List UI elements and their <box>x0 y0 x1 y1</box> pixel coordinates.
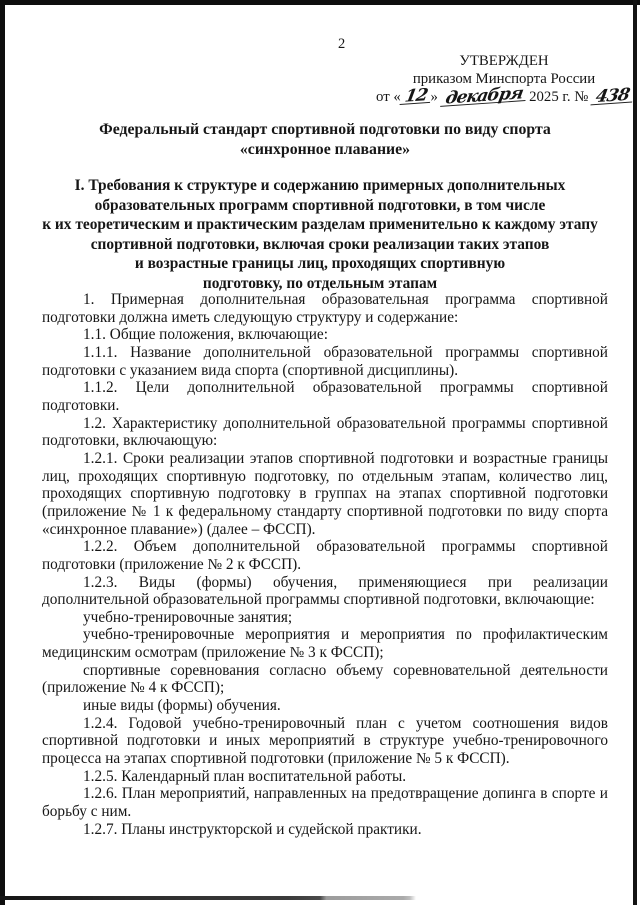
approval-date-line <box>376 83 632 109</box>
body-paragraph: 1.2.5. Календарный план воспитательной работы. <box>83 767 407 785</box>
scan-edge-left <box>0 0 5 905</box>
body-paragraph: 1.2.6. План мероприятий, направленных на предотвращение допинга в спорте и борьбу с ним. <box>42 785 608 821</box>
document-title <box>42 120 608 160</box>
body-paragraph: 1.2.7. Планы инструкторской и судейской практики. <box>83 820 422 838</box>
section-heading <box>20 176 620 294</box>
page-number: 2 <box>338 36 346 52</box>
approval-date-close-quote: » <box>430 89 438 105</box>
section-heading-line: спортивной подготовки, включая сроки реализации таких этапов <box>90 235 550 253</box>
document-title-line: «синхронное плавание» <box>239 141 411 158</box>
section-heading-line: I. Требования к структуре и содержанию примерных дополнительных <box>74 177 566 194</box>
document-body <box>42 291 608 838</box>
approval-year-number-label: 2025 г. № <box>529 89 589 105</box>
body-paragraph: 1.2.1. Сроки реализации этапов спортивной подготовки и возрастные границы лиц, проходящих спортивную подготовку, по отдельным этапам, количество лиц, проходящих спортивную подготовку в группах на этапах спортивной подготовки (приложение № 1 к федеральному стандарту спортивной подготовки по виду спорта «синхронное плавание») (далее – ФССП). <box>42 449 608 538</box>
scan-edge-bottom <box>0 896 640 900</box>
handwritten-month: декабря <box>440 87 528 107</box>
body-paragraph: 1. Примерная дополнительная образовательная программа спортивной подготовки должна иметь следующую структуру и содержание: <box>42 291 608 326</box>
body-paragraph: иные виды (формы) обучения. <box>83 697 281 715</box>
scan-edge-right <box>633 0 637 905</box>
handwritten-doc-number: 438 <box>590 89 634 106</box>
scan-edge-top <box>0 0 640 5</box>
body-paragraph: 1.2.4. Годовой учебно-тренировочный план с учетом соотношения видов спортивной подготовки и иных мероприятий в структуре учебно-тренировочного процесса на этапах спортивной подготовки (приложение № 5 к ФССП). <box>42 714 608 768</box>
section-heading-line: подготовку, по отдельным этапам <box>202 274 438 292</box>
section-heading-line: образовательных программ спортивной подготовки, в том числе <box>94 196 546 214</box>
body-paragraph: 1.1. Общие положения, включающие: <box>83 326 328 344</box>
body-paragraph: 1.2.2. Объем дополнительной образовательной программы спортивной подготовки (приложение № 2 к ФССП). <box>42 538 608 573</box>
body-paragraph: 1.2.3. Виды (формы) обучения, применяющиеся при реализации дополнительной образовательной программы спортивной подготовки, включающие: <box>42 573 608 609</box>
body-paragraph: 1.1.2. Цели дополнительной образовательной программы спортивной подготовки. <box>42 379 608 414</box>
section-heading-line: и возрастные границы лиц, проходящих спортивную <box>134 255 506 273</box>
document-title-line: Федеральный стандарт спортивной подготовки по виду спорта <box>99 121 551 138</box>
body-paragraph: учебно-тренировочные занятия; <box>83 608 293 626</box>
approval-status: УТВЕРЖДЕН <box>459 53 549 69</box>
body-paragraph: 1.1.1. Название дополнительной образовательной программы спортивной подготовки с указанием вида спорта (спортивной дисциплины). <box>42 343 608 379</box>
section-heading-line: к их теоретическим и практическим разделам применительно к каждому этапу <box>42 216 598 234</box>
body-paragraph: спортивные соревнования согласно объему соревновательной деятельности (приложение № 4 к ФССП); <box>42 661 608 697</box>
approval-date-prefix: от « <box>376 89 401 105</box>
body-paragraph: учебно-тренировочные мероприятия и мероприятия по профилактическим медицинским осмотрам (приложение № 3 к ФССП); <box>42 626 608 662</box>
handwritten-day: 12 <box>399 89 432 105</box>
body-paragraph: 1.2. Характеристику дополнительной образовательной программы спортивной подготовки, включающую: <box>42 414 608 450</box>
approval-by-line: приказом Минспорта России <box>412 71 596 87</box>
approval-block <box>376 52 632 109</box>
